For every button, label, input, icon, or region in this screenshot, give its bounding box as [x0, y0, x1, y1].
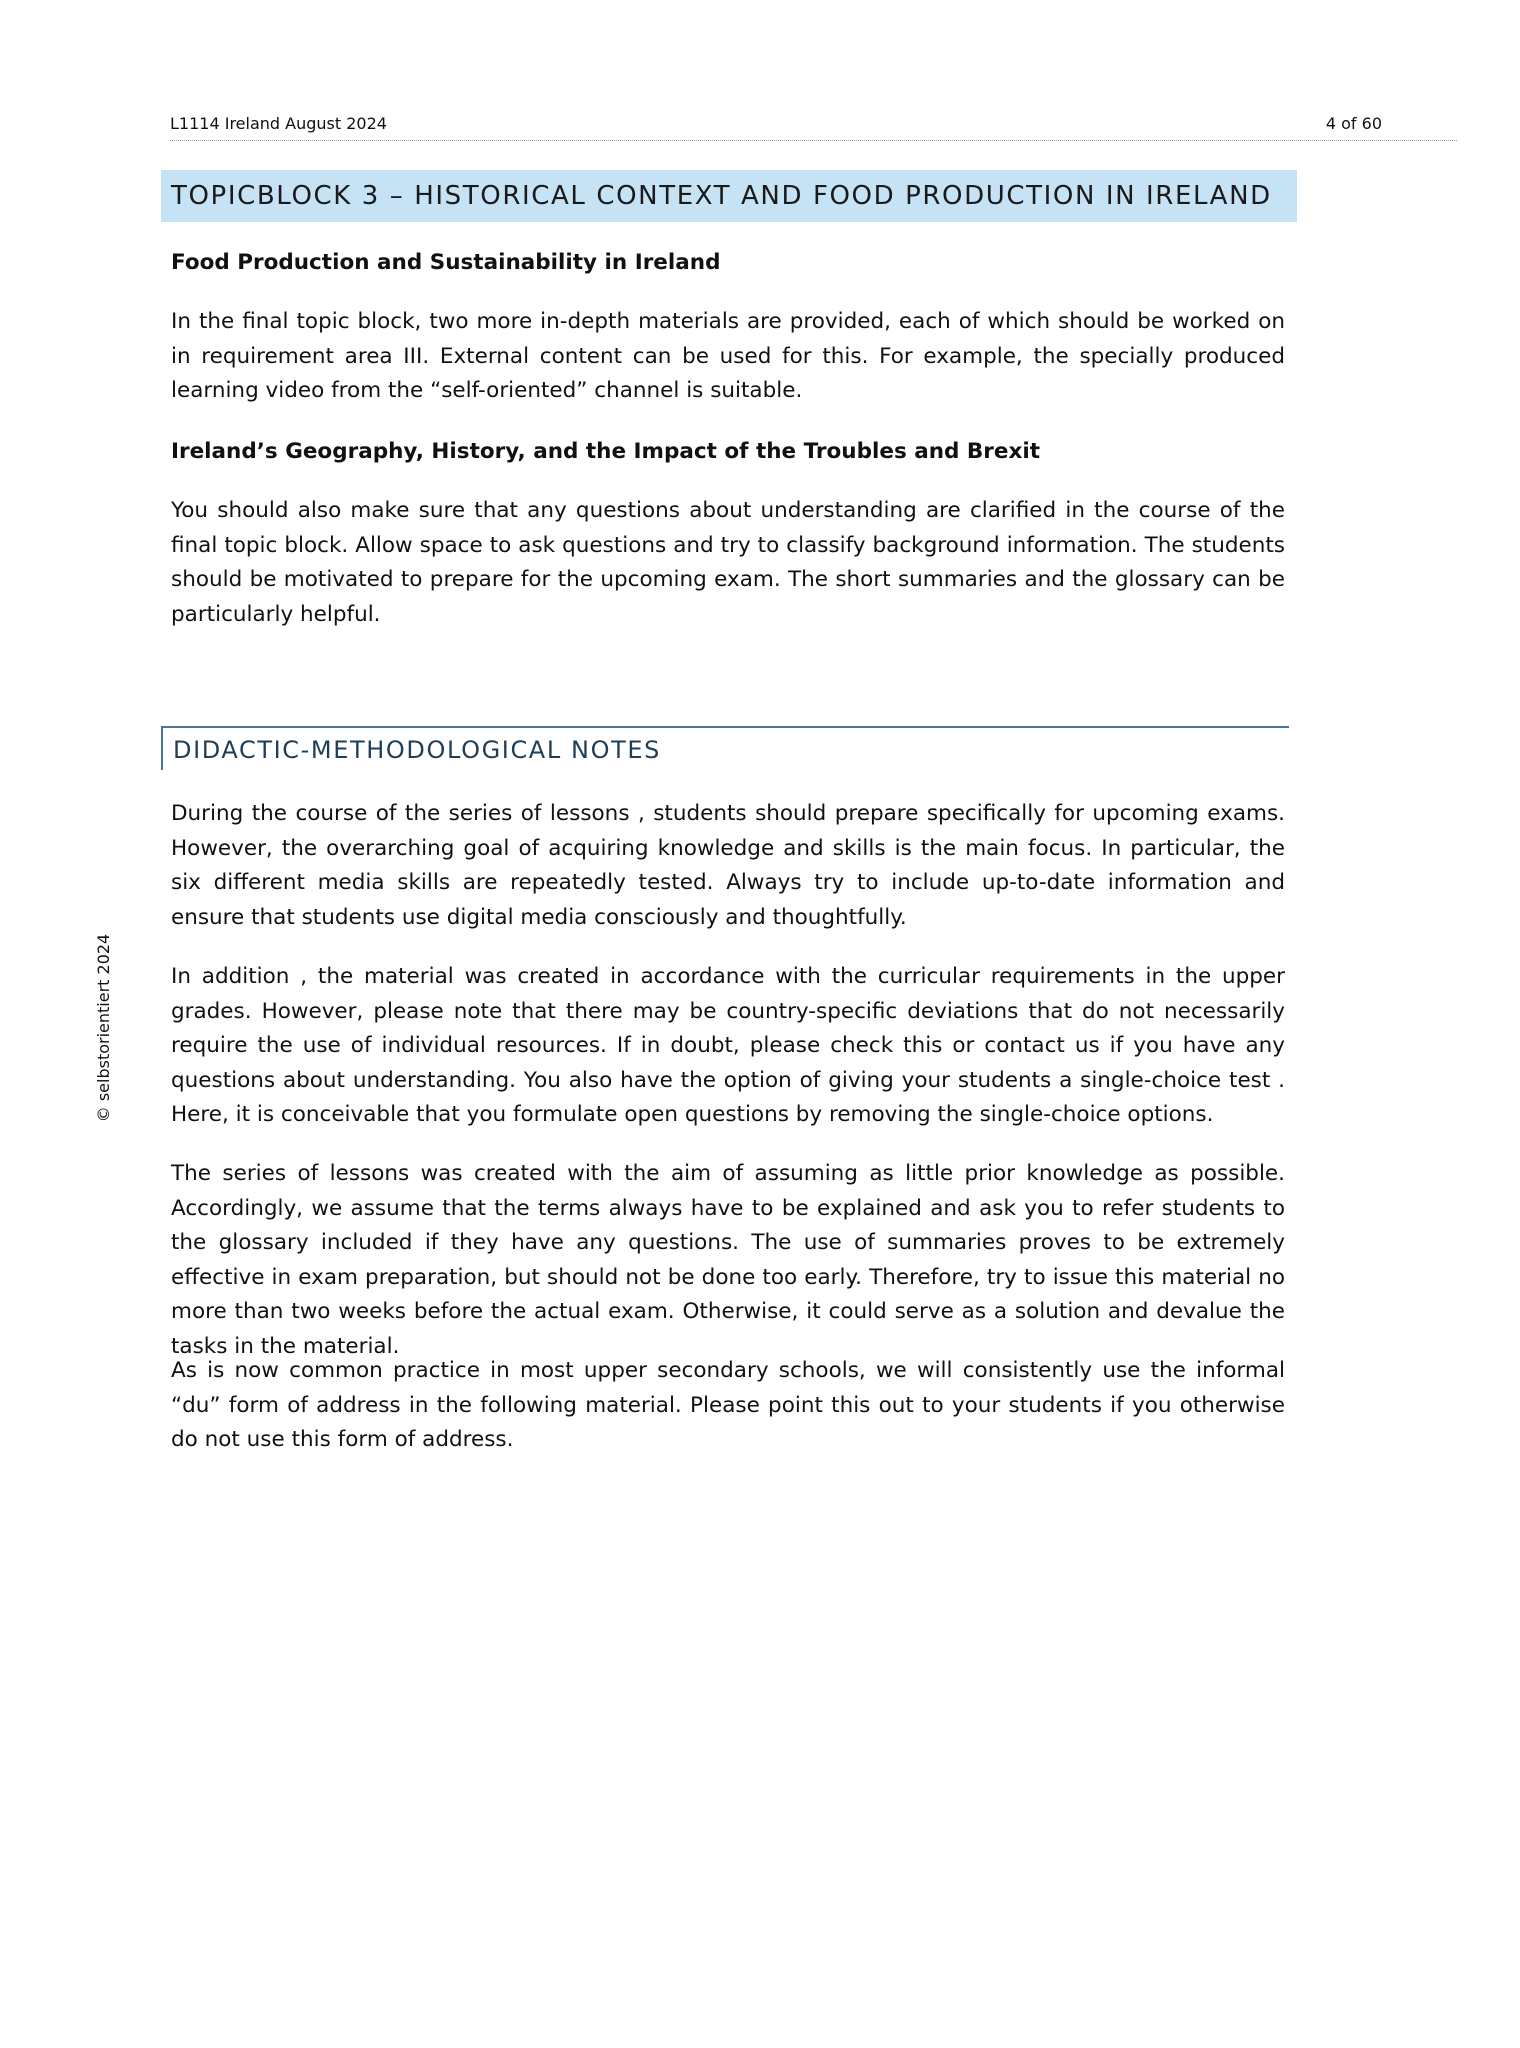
didactic-paragraph-4: As is now common practice in most upper secondary schools, we will consistently use the informal “du” form of address in the following material. Please point this out to your students if you otherwise do not use this form of address.	[171, 1358, 1285, 1452]
page-header	[170, 112, 1457, 141]
copyright-side-note: © selbstorientiert 2024	[94, 933, 113, 1123]
topic-block-subheading-food	[171, 246, 1285, 280]
didactic-paragraph-1-container	[171, 797, 1285, 935]
topic-block-paragraph-1: In the final topic block, two more in-depth materials are provided, each of which should be worked on in requirement area III. External content can be used for this. For example, the specially produced learning video from the “self-oriented” channel is suitable.	[171, 309, 1285, 403]
didactic-paragraph-3: The series of lessons was created with the aim of assuming as little prior knowledge as possible. Accordingly, we assume that the terms always have to be explained and ask you to refer students to the glossary included if they have any questions. The use of summaries proves to be extremely effective in exam preparation, but should not be done too early. Therefore, try to issue this material no more than two weeks before the actual exam. Otherwise, it could serve as a solution and devalue the tasks in the material.	[171, 1161, 1285, 1359]
topic-block-paragraph-1-container	[171, 305, 1285, 409]
didactic-paragraph-2-container	[171, 960, 1285, 1133]
document-id: L1114 Ireland August 2024	[170, 114, 387, 133]
topic-block-heading: TOPICBLOCK 3 – HISTORICAL CONTEXT AND FOOD PRODUCTION IN IRELAND	[161, 170, 1297, 222]
didactic-paragraph-3-container	[171, 1157, 1285, 1364]
subheading-geography-history: Ireland’s Geography, History, and the Impact of the Troubles and Brexit	[171, 439, 1041, 464]
topic-block-paragraph-2: You should also make sure that any questions about understanding are clarified in the course of the final topic block. Allow space to ask questions and try to classify background information. The students should be motivated to prepare for the upcoming exam. The short summaries and the glossary can be particularly helpful.	[171, 498, 1285, 627]
didactic-paragraph-4-container	[171, 1354, 1285, 1458]
page-number: 4 of 60	[1325, 114, 1382, 133]
topic-block-paragraph-2-container	[171, 494, 1285, 632]
didactic-notes-heading	[161, 726, 1289, 770]
didactic-paragraph-2: In addition , the material was created in accordance with the curricular requirements in the upper grades. However, please note that there may be country-specific deviations that do not necessarily require the use of individual resources. If in doubt, please check this or contact us if you have any questions about understanding. You also have the option of giving your students a single-choice test . Here, it is conceivable that you formulate open questions by removing the single-choice options.	[171, 964, 1285, 1127]
didactic-notes-title: DIDACTIC-METHODOLOGICAL NOTES	[173, 736, 661, 764]
topic-block-subheading-geography-container	[171, 435, 1285, 469]
subheading-food-production: Food Production and Sustainability in Ireland	[171, 250, 721, 275]
didactic-paragraph-1: During the course of the series of lessons , students should prepare specifically for upcoming exams. However, the overarching goal of acquiring knowledge and skills is the main focus. In particular, the six different media skills are repeatedly tested. Always try to include up-to-date information and ensure that students use digital media consciously and thoughtfully.	[171, 801, 1285, 930]
